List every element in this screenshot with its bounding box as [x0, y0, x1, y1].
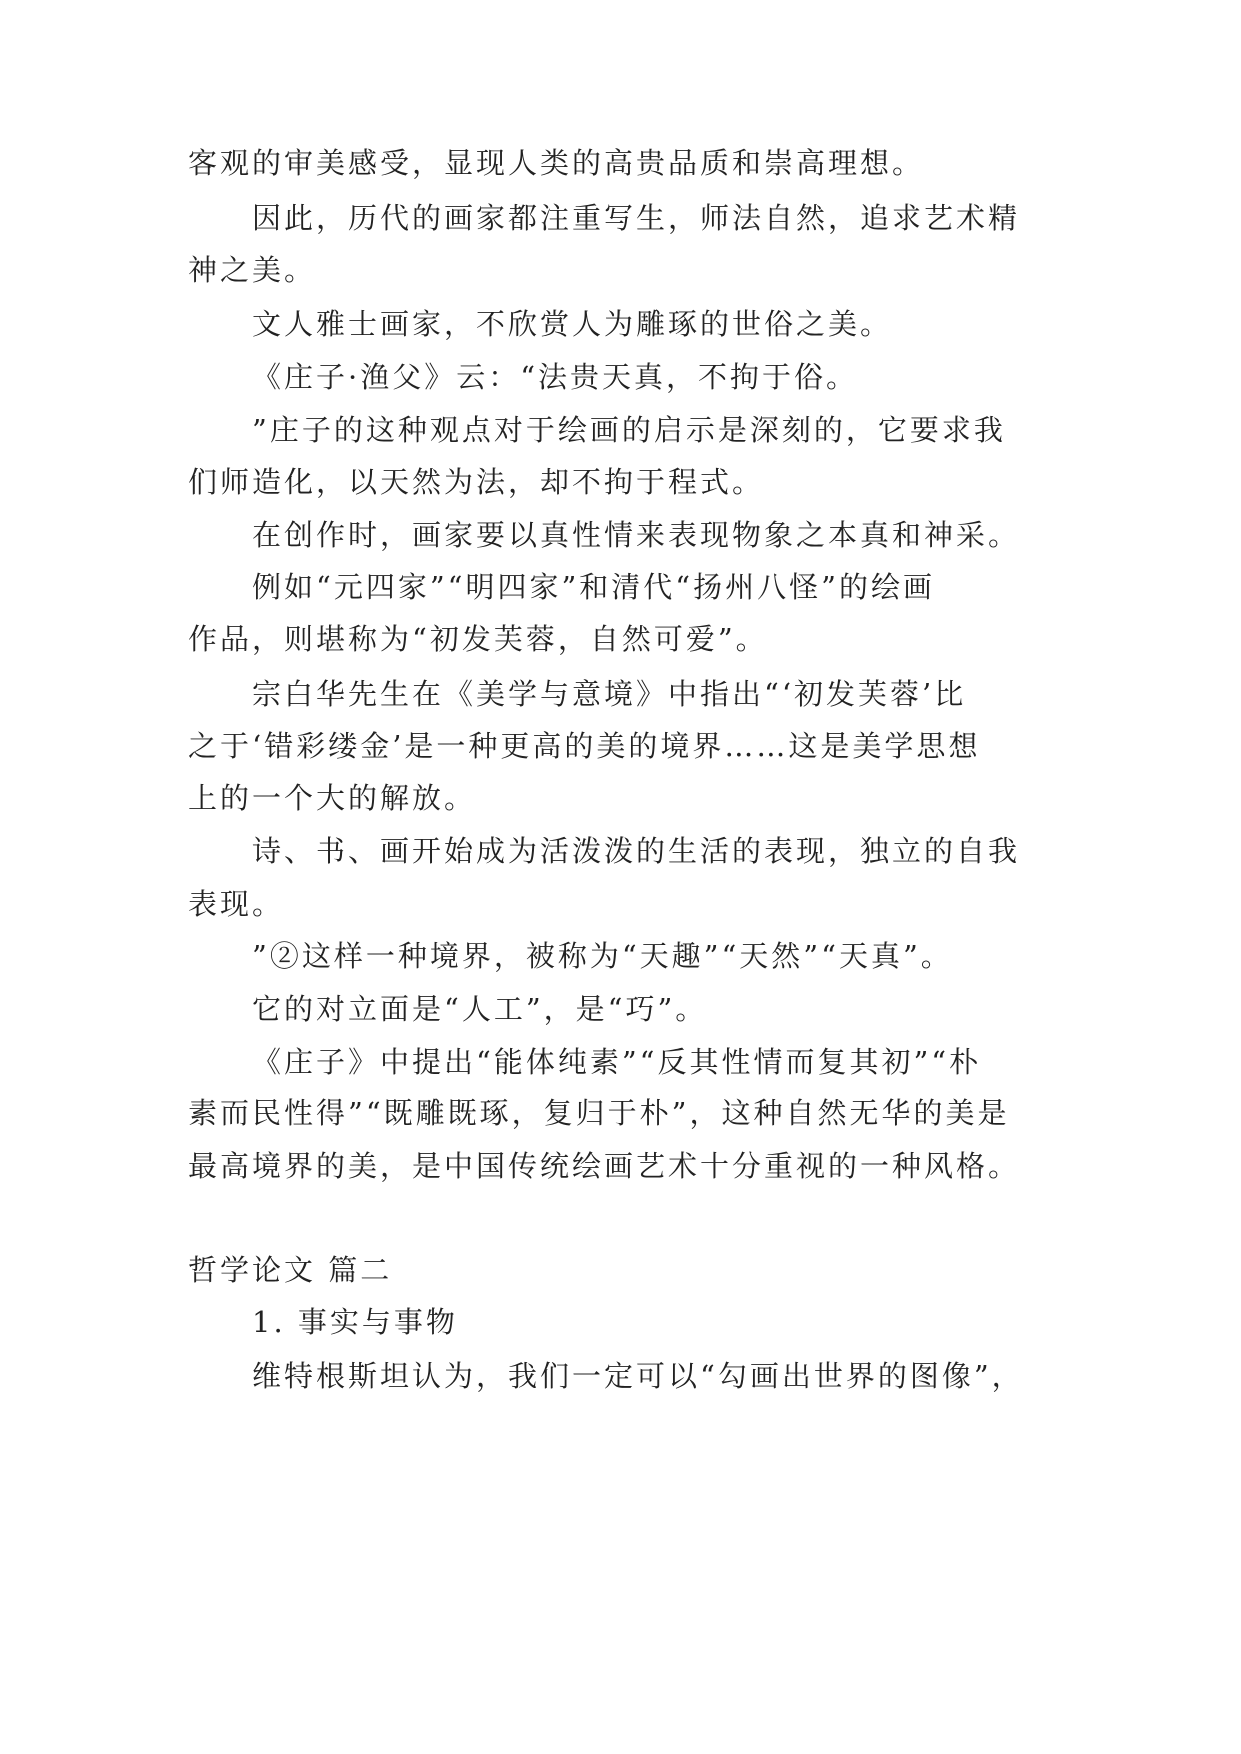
text-line: 作品，则堪称为“初发芙蓉，自然可爱”。	[188, 622, 768, 656]
paragraph-line: 文人雅士画家，不欣赏人为雕琢的世俗之美。	[252, 307, 893, 341]
paragraph-line: 《庄子》中提出“能体纯素”“反其性情而复其初”“朴	[252, 1045, 982, 1079]
section-heading: 哲学论文 篇二	[188, 1253, 393, 1287]
text-line: 们师造化，以天然为法，却不拘于程式。	[188, 465, 765, 499]
quote-line: 《庄子·渔父》云：“法贵天真，不拘于俗。	[252, 360, 859, 394]
paragraph-line: 例如“元四家”“明四家”和清代“扬州八怪”的绘画	[252, 570, 935, 604]
text-line: 最高境界的美，是中国传统绘画艺术十分重视的一种风格。	[188, 1149, 1021, 1183]
paragraph-line: 因此，历代的画家都注重写生，师法自然，追求艺术精	[252, 201, 1021, 235]
paragraph-line: 宗白华先生在《美学与意境》中指出“‘初发芙蓉’比	[252, 677, 967, 711]
text-line: 神之美。	[188, 253, 317, 287]
text-line: 客观的审美感受，显现人类的高贵品质和崇高理想。	[188, 146, 925, 180]
text-line: 表现。	[188, 887, 285, 921]
subsection-heading: 1. 事实与事物	[252, 1305, 458, 1339]
paragraph-line: 维特根斯坦认为，我们一定可以“勾画出世界的图像”，	[252, 1359, 1024, 1393]
paragraph-line: 诗、书、画开始成为活泼泼的生活的表现，独立的自我	[252, 834, 1021, 868]
paragraph-line: ”②这样一种境界，被称为“天趣”“天然”“天真”。	[252, 939, 953, 973]
text-line: 上的一个大的解放。	[188, 781, 477, 815]
text-line: 之于‘错彩缕金’是一种更高的美的境界……这是美学思想	[188, 729, 981, 763]
paragraph-line: ”庄子的这种观点对于绘画的启示是深刻的，它要求我	[252, 413, 1006, 447]
paragraph-line: 在创作时，画家要以真性情来表现物象之本真和神采。	[252, 518, 1021, 552]
text-line: 素而民性得”“既雕既琢，复归于朴”，这种自然无华的美是	[188, 1096, 1010, 1130]
paragraph-line: 它的对立面是“人工”，是“巧”。	[252, 992, 708, 1026]
